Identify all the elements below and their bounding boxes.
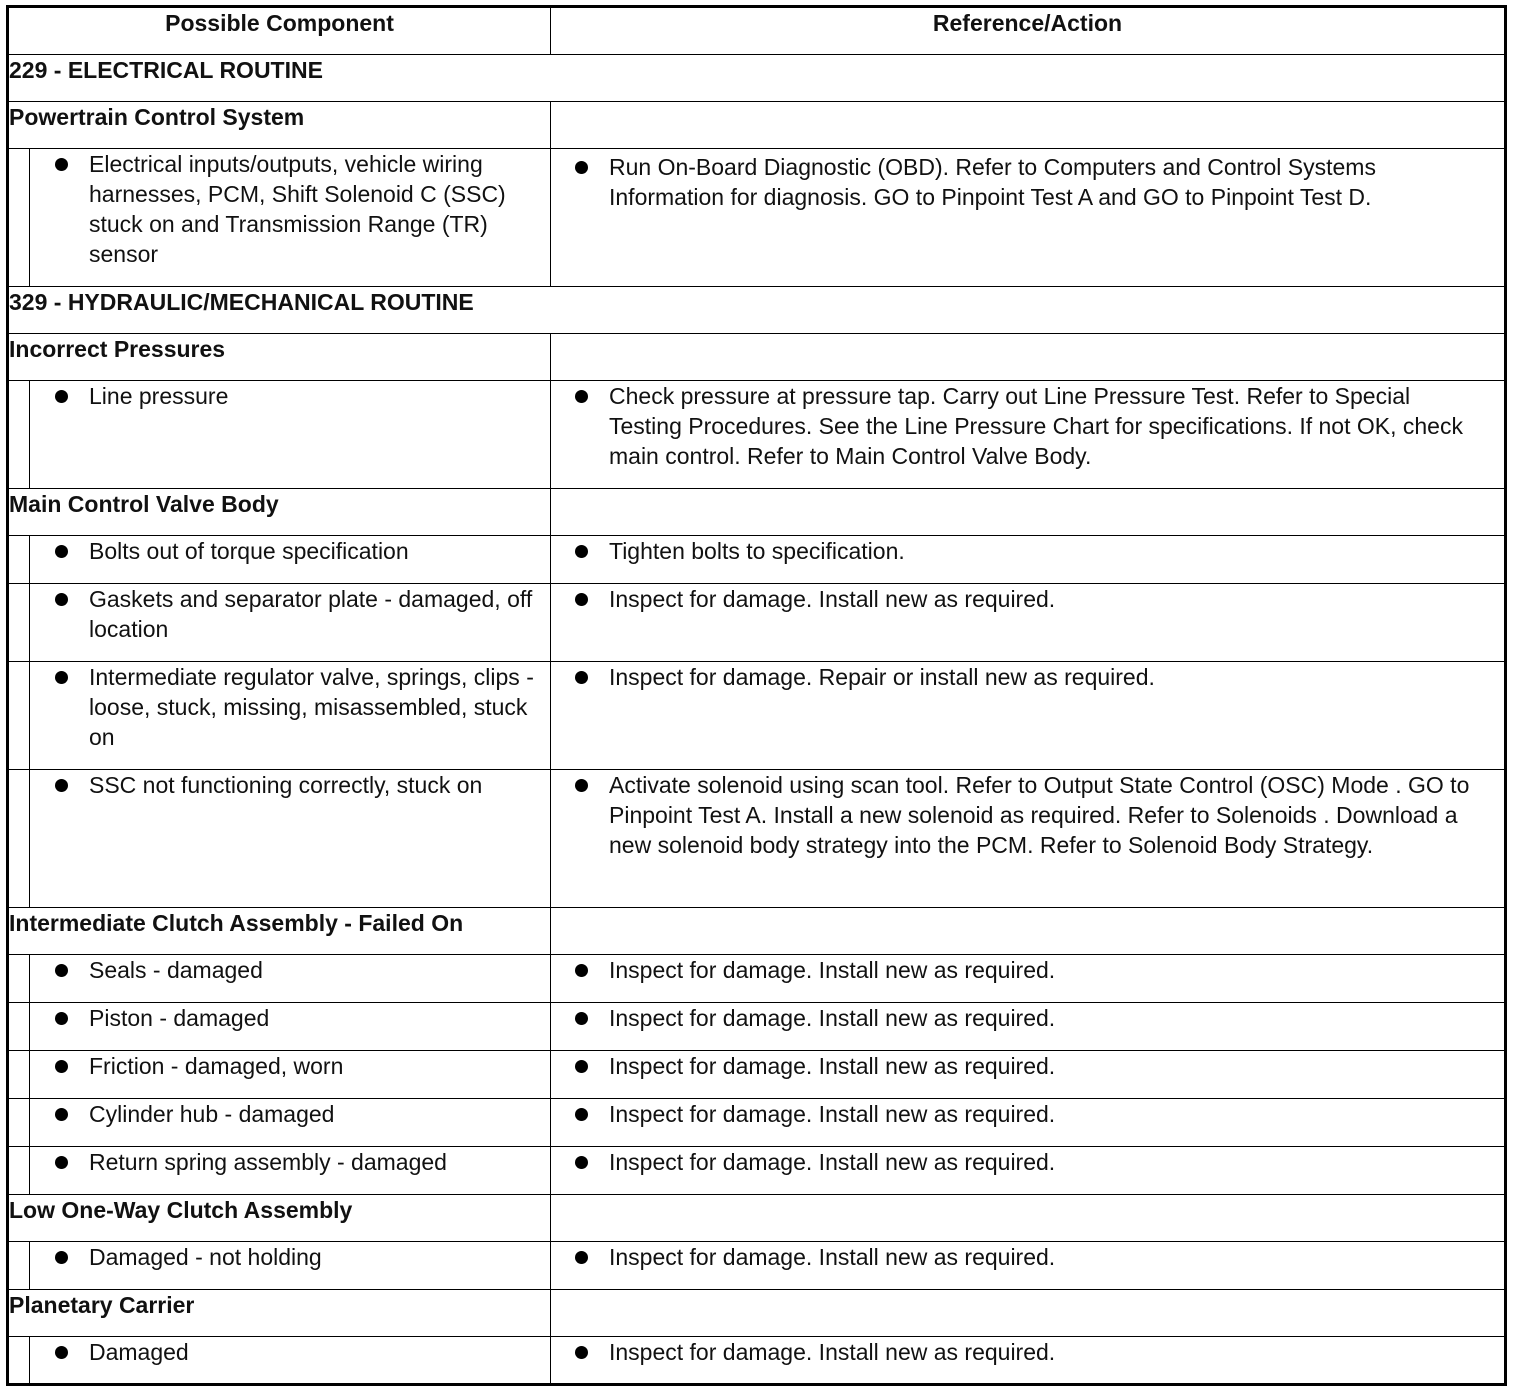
bullet-icon	[55, 1060, 68, 1073]
table-row	[8, 1003, 1506, 1051]
routine-row	[8, 55, 1506, 102]
component-text: Piston - damaged	[89, 1005, 270, 1031]
action-text: Run On-Board Diagnostic (OBD). Refer to Computers and Control Systems Information for diagnosis. GO to Pinpoint Test A and GO to Pinpoint Test D.	[609, 154, 1376, 210]
action-cell	[551, 662, 1506, 770]
component-cell	[30, 1051, 551, 1099]
indent-cell	[8, 770, 30, 908]
action-cell	[551, 1099, 1506, 1147]
component-cell	[30, 536, 551, 584]
component-cell	[30, 955, 551, 1003]
action-cell	[551, 770, 1506, 908]
component-cell	[30, 770, 551, 908]
component-text: Bolts out of torque specification	[89, 538, 409, 564]
action-text: Inspect for damage. Install new as required.	[609, 957, 1056, 983]
group-action-empty	[551, 1290, 1506, 1337]
bullet-icon	[575, 1060, 588, 1073]
component-text: Seals - damaged	[89, 957, 263, 983]
indent-cell	[8, 1337, 30, 1385]
bullet-icon	[575, 161, 588, 174]
component-cell	[30, 1003, 551, 1051]
table-row	[8, 1242, 1506, 1290]
group-action-empty	[551, 908, 1506, 955]
bullet-icon	[55, 779, 68, 792]
bullet-icon	[55, 1346, 68, 1359]
group-action-empty	[551, 1195, 1506, 1242]
group-row	[8, 1290, 1506, 1337]
group-action-empty	[551, 489, 1506, 536]
bullet-icon	[575, 545, 588, 558]
bullet-icon	[575, 1108, 588, 1121]
table-row	[8, 770, 1506, 908]
action-cell	[551, 381, 1506, 489]
indent-cell	[8, 1051, 30, 1099]
bullet-icon	[55, 1108, 68, 1121]
indent-cell	[8, 955, 30, 1003]
component-cell	[30, 149, 551, 287]
component-text: SSC not functioning correctly, stuck on	[89, 772, 483, 798]
component-text: Friction - damaged, worn	[89, 1053, 344, 1079]
action-text: Tighten bolts to specification.	[609, 538, 905, 564]
action-cell	[551, 1003, 1506, 1051]
component-text: Gaskets and separator plate - damaged, off location	[89, 586, 533, 642]
table-row	[8, 149, 1506, 287]
group-title: Incorrect Pressures	[8, 334, 551, 381]
group-title: Main Control Valve Body	[8, 489, 551, 536]
table-row	[8, 584, 1506, 662]
group-row	[8, 334, 1506, 381]
component-text: Line pressure	[89, 383, 229, 409]
component-text: Cylinder hub - damaged	[89, 1101, 335, 1127]
indent-cell	[8, 536, 30, 584]
action-text: Inspect for damage. Install new as required.	[609, 586, 1056, 612]
action-text: Inspect for damage. Install new as required.	[609, 1005, 1056, 1031]
bullet-icon	[55, 1012, 68, 1025]
group-title: Powertrain Control System	[8, 102, 551, 149]
bullet-icon	[575, 964, 588, 977]
bullet-icon	[575, 1012, 588, 1025]
table-row	[8, 1099, 1506, 1147]
indent-cell	[8, 1003, 30, 1051]
diagnosis-table	[6, 5, 1507, 1386]
indent-cell	[8, 662, 30, 770]
bullet-icon	[575, 1251, 588, 1264]
group-title: Planetary Carrier	[8, 1290, 551, 1337]
indent-cell	[8, 149, 30, 287]
bullet-icon	[55, 671, 68, 684]
component-text: Damaged - not holding	[89, 1244, 322, 1270]
action-text: Inspect for damage. Install new as required.	[609, 1339, 1056, 1365]
bullet-icon	[55, 964, 68, 977]
table-header-row	[8, 7, 1506, 55]
action-cell	[551, 536, 1506, 584]
routine-row	[8, 287, 1506, 334]
action-cell	[551, 955, 1506, 1003]
column-header-component: Possible Component	[8, 7, 551, 55]
component-cell	[30, 662, 551, 770]
bullet-icon	[55, 545, 68, 558]
group-action-empty	[551, 334, 1506, 381]
bullet-icon	[575, 1346, 588, 1359]
bullet-icon	[575, 593, 588, 606]
table-row	[8, 1147, 1506, 1195]
action-text: Activate solenoid using scan tool. Refer to Output State Control (OSC) Mode . GO to Pinpoint Test A. Install a new solenoid as required. Refer to Solenoids . Download a new solenoid body strategy into the PCM. Refer to Solenoid Body Strategy.	[609, 772, 1470, 858]
bullet-icon	[575, 671, 588, 684]
group-title: Intermediate Clutch Assembly - Failed On	[8, 908, 551, 955]
bullet-icon	[55, 158, 68, 171]
action-cell	[551, 584, 1506, 662]
action-text: Inspect for damage. Install new as required.	[609, 1244, 1056, 1270]
bullet-icon	[55, 390, 68, 403]
table-row	[8, 536, 1506, 584]
component-cell	[30, 1242, 551, 1290]
column-header-action: Reference/Action	[551, 7, 1506, 55]
action-cell	[551, 1337, 1506, 1385]
group-row	[8, 908, 1506, 955]
action-text: Check pressure at pressure tap. Carry out Line Pressure Test. Refer to Special Testing Procedures. See the Line Pressure Chart for specifications. If not OK, check main control. Refer to Main Control Valve Body.	[609, 383, 1463, 469]
table-row	[8, 1051, 1506, 1099]
bullet-icon	[575, 1156, 588, 1169]
action-text: Inspect for damage. Install new as required.	[609, 1053, 1056, 1079]
component-cell	[30, 584, 551, 662]
bullet-icon	[575, 390, 588, 403]
bullet-icon	[55, 1251, 68, 1264]
action-text: Inspect for damage. Repair or install new as required.	[609, 664, 1155, 690]
component-cell	[30, 1337, 551, 1385]
bullet-icon	[575, 779, 588, 792]
routine-title: 329 - HYDRAULIC/MECHANICAL ROUTINE	[8, 287, 1506, 334]
component-text: Damaged	[89, 1339, 189, 1365]
group-title: Low One-Way Clutch Assembly	[8, 1195, 551, 1242]
action-cell	[551, 1051, 1506, 1099]
action-cell	[551, 149, 1506, 287]
bullet-icon	[55, 1156, 68, 1169]
routine-title: 229 - ELECTRICAL ROUTINE	[8, 55, 1506, 102]
table-row	[8, 955, 1506, 1003]
action-cell	[551, 1242, 1506, 1290]
group-row	[8, 102, 1506, 149]
indent-cell	[8, 584, 30, 662]
group-action-empty	[551, 102, 1506, 149]
component-text: Intermediate regulator valve, springs, clips - loose, stuck, missing, misassembled, stuck on	[89, 664, 534, 750]
group-row	[8, 489, 1506, 536]
indent-cell	[8, 1099, 30, 1147]
action-text: Inspect for damage. Install new as required.	[609, 1101, 1056, 1127]
action-text: Inspect for damage. Install new as required.	[609, 1149, 1056, 1175]
indent-cell	[8, 1147, 30, 1195]
group-row	[8, 1195, 1506, 1242]
table-row	[8, 381, 1506, 489]
component-cell	[30, 381, 551, 489]
action-cell	[551, 1147, 1506, 1195]
component-text: Electrical inputs/outputs, vehicle wiring harnesses, PCM, Shift Solenoid C (SSC) stuck on and Transmission Range (TR) sensor	[89, 151, 506, 267]
component-cell	[30, 1147, 551, 1195]
component-cell	[30, 1099, 551, 1147]
table-row	[8, 1337, 1506, 1385]
table-row	[8, 662, 1506, 770]
component-text: Return spring assembly - damaged	[89, 1149, 447, 1175]
bullet-icon	[55, 593, 68, 606]
indent-cell	[8, 1242, 30, 1290]
indent-cell	[8, 381, 30, 489]
